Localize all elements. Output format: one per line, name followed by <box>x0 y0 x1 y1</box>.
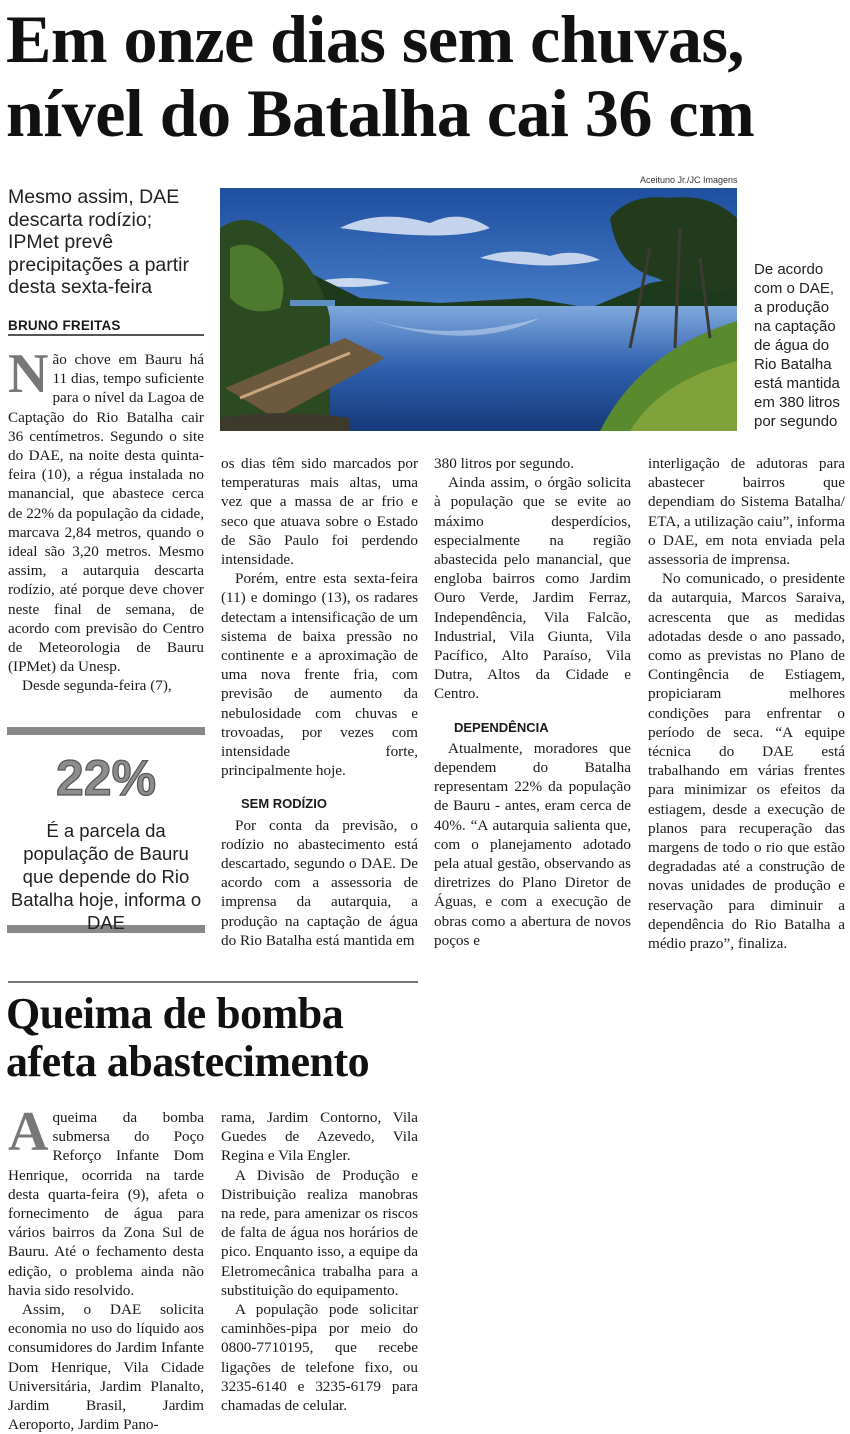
article1-column-3 <box>434 454 631 950</box>
byline: BRUNO FREITAS <box>8 318 204 336</box>
article1-col3-p2: Ainda assim, o órgão solicita à população que se evite ao máximo desperdícios, especialmente na região abastecida pelo manancial, que engloba bairros como Jardim Ouro Verde, Jardim Ferraz, Independência, Vila Falcão, Industrial, Vila Giunta, Vila Pacífico, Alto Paraíso, Vila Dutra, Altos da Cidade e Centro. <box>434 474 631 703</box>
article2-col2-p1: rama, Jardim Contorno, Vila Guedes de Azevedo, Vila Regina e Vila Engler. <box>221 1109 418 1165</box>
article2-column-1 <box>8 1101 204 1434</box>
headline-main: Em onze dias sem chuvas, nível do Batalha cai 36 cm <box>6 1 755 151</box>
article1-column-1 <box>8 343 204 696</box>
article2-col2-p2: A Divisão de Produção e Distribuição realiza manobras na rede, para amenizar os riscos de falta de água nos horários de pico. Enquanto isso, a equipe da Eletromecânica trabalha para a substituição do equipamento. <box>221 1166 418 1299</box>
headline-secondary: Queima de bomba afeta abastecimento <box>6 989 370 1086</box>
article2-column-2 <box>221 1108 418 1415</box>
dropcap-a: A <box>8 1101 49 1163</box>
stat-number: 22% <box>55 750 157 806</box>
stat-box <box>7 727 205 933</box>
photo-credit: Aceituno Jr./JC Imagens <box>640 175 738 185</box>
subtitle-dependencia: DEPENDÊNCIA <box>454 719 549 735</box>
article1-col1-p1: ão chove em Bauru há 11 dias, tempo suficiente para o nível da Lagoa de Captação do Rio Batalha cair 36 centímetros. Segundo o site do DAE, na noite desta quinta-feira (10), a régua instalada no manancial, que abastece cerca de 22% da população da cidade, marcava 2,84 metros, quando o ideal são 3,20 metros. Mesmo assim, a autarquia descarta rodízio, até porque deve chover neste final de semana, de acordo com previsão do Centro de Meteorologia de Bauru (IPMet) da Unesp. <box>8 351 204 676</box>
article1-col3-p3: Atualmente, moradores que dependem do Batalha representam 22% da população de Bauru - antes, eram cerca de 40%. “A autarquia salienta que, com o planejamento adotado pela atual gestão, observando as diretrizes do Plano Diretor de Águas, e com a execução de obras como a abertura de novos poços e <box>434 739 631 949</box>
article1-col4-p1: interligação de adutoras para abastecer bairros que dependiam do Sistema Batalha/ ETA, a utilização caiu”, informa o DAE, em nota enviada pela assessoria de imprensa. <box>648 455 845 569</box>
article1-col1-p2: Desde segunda-feira (7), <box>22 677 172 695</box>
article2-col2-p3: A população pode solicitar caminhões-pipa por meio do 0800-7710195, que recebe ligações de telefone fixo, ou 3235-6140 e 3235-6179 para chamadas de celular. <box>221 1301 418 1415</box>
article1-column-4 <box>648 454 845 953</box>
photo-caption: De acordo com o DAE, a produção na captação de água do Rio Batalha está mantida em 380 litros por segundo <box>754 261 840 430</box>
subtitle-sem-rodizio: SEM RODÍZIO <box>241 796 327 812</box>
section-divider <box>8 981 418 983</box>
article1-col2-p1: os dias têm sido marcados por temperaturas mais altas, uma vez que a massa de ar frio e seco que atuava sobre o Estado de São Paulo foi perdendo intensidade. <box>221 455 418 569</box>
article1-column-2 <box>221 454 418 950</box>
stat-text: É a parcela da população de Bauru que depende do Rio Batalha hoje, informa o DAE <box>10 820 202 933</box>
article2-col1-p2: Assim, o DAE solicita economia no uso do líquido aos consumidores do Jardim Infante Dom Henrique, Vila Cidade Universitária, Jardim Planalto, Jardim Brasil, Jardim Aeroporto, Jardim Pano- <box>8 1301 204 1434</box>
article1-col2-p2: Porém, entre esta sexta-feira (11) e domingo (13), os radares detectam a intensificação de um sistema de baixa pressão no continente e a aproximação de uma nova frente fria, com previsão de aumento da nebulosidade com chuvas e trovoadas, por vezes com intensidade forte, principalmente hoje. <box>221 570 418 780</box>
article1-col3-p1: 380 litros por segundo. <box>434 455 575 472</box>
lake-photo <box>220 188 737 431</box>
article1-col4-p2: No comunicado, o presidente da autarquia, Marcos Saraiva, acrescenta que as medidas adotadas desde o ano passado, como as previstas no Plano de Contingência de Estiagem, propiciaram melhores condições para enfrentar o período de seca. “A equipe técnica do DAE está trabalhando em várias frentes para minimizar os efeitos da estiagem, desde a execução de planos para recuperação das margens de todo o rio que estão degradadas até a construção de novas unidades de produção e reservação para diminuir a dependência do Rio Batalha a médio prazo”, finaliza. <box>648 570 845 953</box>
article2-col1-p1: queima da bomba submersa do Poço Reforço Infante Dom Henrique, ocorrida na tarde desta quarta-feira (9), afeta o fornecimento de água para vários bairros da Zona Sul de Bauru. Até o fechamento desta edição, o problema ainda não havia sido resolvido. <box>8 1109 204 1299</box>
article1-col2-p3: Por conta da previsão, o rodízio no abastecimento está descartado, segundo o DAE. De acordo com a assessoria de imprensa da autarquia, a produção na captação de água do Rio Batalha está mantida em <box>221 816 418 949</box>
dropcap-n: N <box>8 343 49 405</box>
subheadline: Mesmo assim, DAE descarta rodízio; IPMet prevê precipitações a partir desta sexta-feira <box>8 186 190 298</box>
